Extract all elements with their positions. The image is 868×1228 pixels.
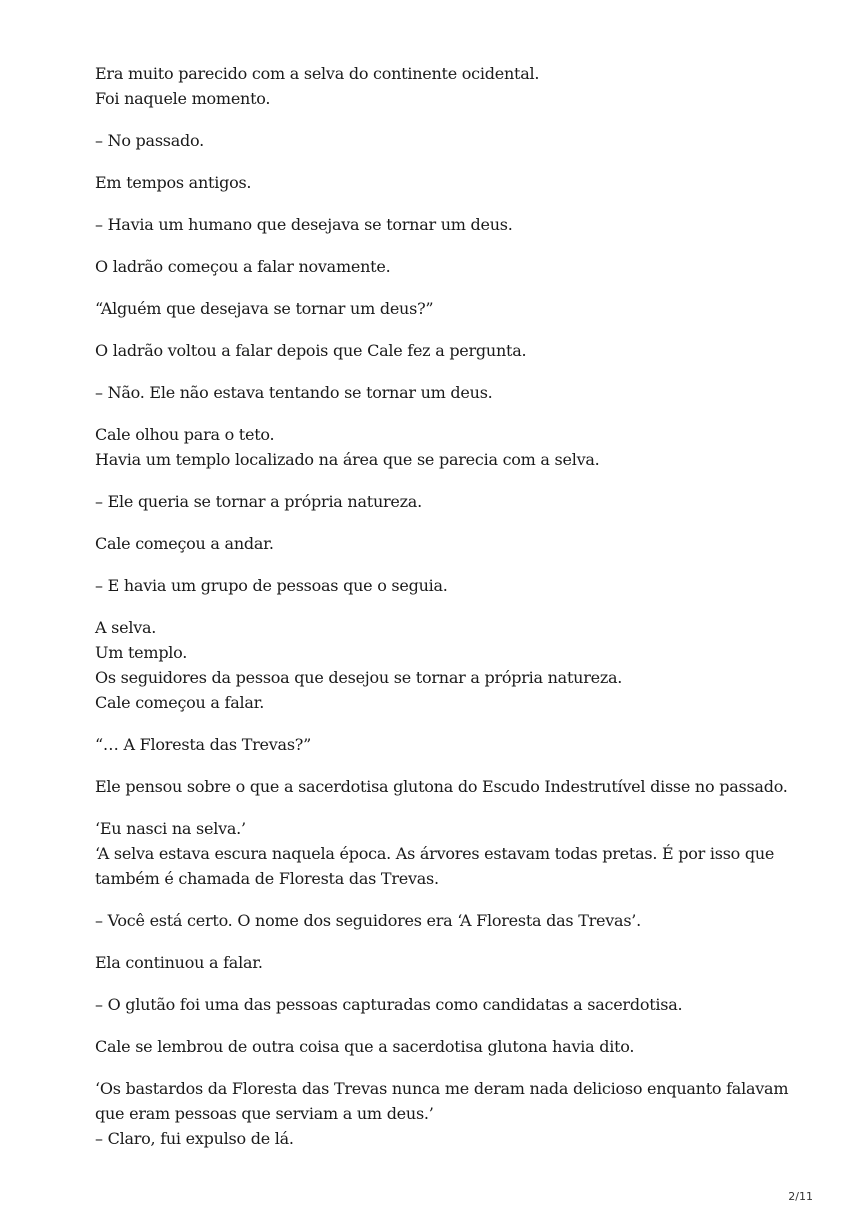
paragraph bbox=[95, 615, 785, 715]
text-line: que eram pessoas que serviam a um deus.’ bbox=[95, 1104, 434, 1123]
paragraph bbox=[95, 950, 785, 975]
text-line: – No passado. bbox=[95, 131, 204, 150]
paragraph bbox=[95, 212, 785, 237]
paragraph bbox=[95, 908, 785, 933]
text-line: A selva. bbox=[95, 618, 157, 637]
text-line: Cale se lembrou de outra coisa que a sacerdotisa glutona havia dito. bbox=[95, 1037, 635, 1056]
paragraph bbox=[95, 992, 785, 1017]
paragraph bbox=[95, 489, 785, 514]
paragraph bbox=[95, 732, 785, 757]
text-line: Foi naquele momento. bbox=[95, 89, 271, 108]
text-line: – Ele queria se tornar a própria natureza. bbox=[95, 492, 422, 511]
text-line: Ela continuou a falar. bbox=[95, 953, 263, 972]
paragraph bbox=[95, 338, 785, 363]
text-line: Havia um templo localizado na área que se parecia com a selva. bbox=[95, 450, 600, 469]
text-line: O ladrão voltou a falar depois que Cale fez a pergunta. bbox=[95, 341, 527, 360]
text-line: ‘Eu nasci na selva.’ bbox=[95, 819, 246, 838]
text-line: Um templo. bbox=[95, 643, 188, 662]
text-line: Cale começou a andar. bbox=[95, 534, 274, 553]
text-line: – Claro, fui expulso de lá. bbox=[95, 1129, 294, 1148]
text-line: “Alguém que desejava se tornar um deus?” bbox=[95, 299, 434, 318]
document-body bbox=[95, 61, 789, 1168]
text-line: Era muito parecido com a selva do continente ocidental. bbox=[95, 64, 540, 83]
paragraph bbox=[95, 1076, 789, 1151]
text-line: – Você está certo. O nome dos seguidores era ‘A Floresta das Trevas’. bbox=[95, 911, 641, 930]
paragraph bbox=[95, 380, 785, 405]
paragraph bbox=[95, 774, 788, 799]
text-line: – E havia um grupo de pessoas que o seguia. bbox=[95, 576, 448, 595]
text-line: Ele pensou sobre o que a sacerdotisa glutona do Escudo Indestrutível disse no passado. bbox=[95, 777, 788, 796]
text-line: ‘Os bastardos da Floresta das Trevas nunca me deram nada delicioso enquanto falavam bbox=[95, 1079, 789, 1098]
paragraph bbox=[95, 61, 785, 111]
paragraph bbox=[95, 573, 785, 598]
text-line: O ladrão começou a falar novamente. bbox=[95, 257, 391, 276]
page-number: 2/11 bbox=[788, 1190, 813, 1203]
paragraph bbox=[95, 296, 785, 321]
text-line: Em tempos antigos. bbox=[95, 173, 252, 192]
text-line: Cale olhou para o teto. bbox=[95, 425, 275, 444]
paragraph bbox=[95, 254, 785, 279]
text-line: – Havia um humano que desejava se tornar um deus. bbox=[95, 215, 513, 234]
text-line: – Não. Ele não estava tentando se tornar um deus. bbox=[95, 383, 493, 402]
paragraph bbox=[95, 531, 785, 556]
paragraph bbox=[95, 1034, 785, 1059]
text-line: também é chamada de Floresta das Trevas. bbox=[95, 869, 439, 888]
paragraph bbox=[95, 816, 785, 891]
paragraph bbox=[95, 422, 785, 472]
paragraph bbox=[95, 128, 785, 153]
text-line: – O glutão foi uma das pessoas capturadas como candidatas a sacerdotisa. bbox=[95, 995, 683, 1014]
text-line: Cale começou a falar. bbox=[95, 693, 265, 712]
text-line: “… A Floresta das Trevas?” bbox=[95, 735, 312, 754]
text-line: ‘A selva estava escura naquela época. As árvores estavam todas pretas. É por isso que bbox=[95, 844, 775, 863]
paragraph bbox=[95, 170, 785, 195]
text-line: Os seguidores da pessoa que desejou se tornar a própria natureza. bbox=[95, 668, 623, 687]
